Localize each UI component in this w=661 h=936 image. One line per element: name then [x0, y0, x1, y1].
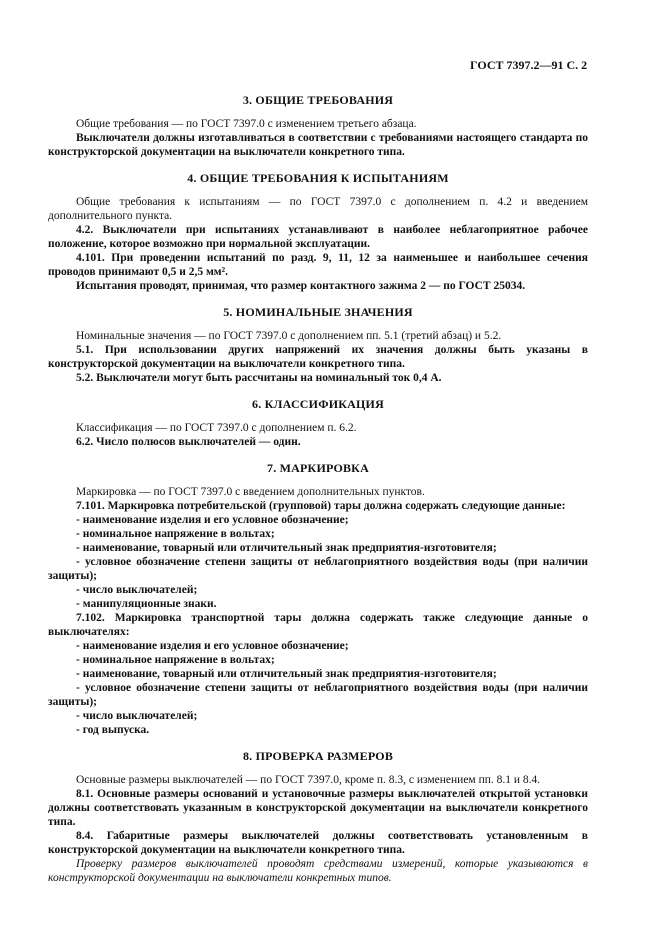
section-4-p3: 4.101. При проведении испытаний по разд. 9, 11, 12 за наименьшее и наибольшее сечения проводов принимают 0,5 и 2,5 мм². [48, 252, 588, 278]
section-3-p1: Общие требования — по ГОСТ 7397.0 с изменением третьего абзаца. [76, 118, 417, 130]
section-5-p2: 5.1. При использовании других напряжений их значения должны быть указаны в конструкторской документации на выключатели конкретного типа. [48, 344, 588, 370]
section-7-p3: 7.102. Маркировка транспортной тары должна содержать также следующие данные о выключателях: [48, 612, 588, 638]
section-3-title: 3. ОБЩИЕ ТРЕБОВАНИЯ [242, 93, 394, 107]
list-item: - наименование изделия и его условное обозначение; [76, 640, 349, 652]
list-item: - номинальное напряжение в вольтах; [76, 654, 275, 666]
section-8-p4: Проверку размеров выключателей проводят средствами измерений, которые указываются в конструкторской документации на выключатели конкретных типов. [48, 858, 588, 884]
section-5-p3: 5.2. Выключатели могут быть рассчитаны на номинальный ток 0,4 А. [76, 372, 442, 384]
section-8-p1: Основные размеры выключателей — по ГОСТ 7397.0, кроме п. 8.3, с изменением пп. 8.1 и 8.4. [76, 774, 541, 786]
list-item: - условное обозначение степени защиты от неблагоприятного воздействия воды (при наличии защиты); [48, 556, 588, 582]
section-7-p1: Маркировка — по ГОСТ 7397.0 с введением дополнительных пунктов. [76, 486, 425, 498]
list-item: - условное обозначение степени защиты от неблагоприятного воздействия воды (при наличии защиты); [48, 682, 588, 708]
section-6-title: 6. КЛАССИФИКАЦИЯ [252, 397, 384, 411]
section-8-p3: 8.4. Габаритные размеры выключателей должны соответствовать установленным в конструкторской документации на выключатели конкретного типа. [48, 830, 588, 856]
section-7-title: 7. МАРКИРОВКА [267, 461, 369, 475]
section-3-p2: Выключатели должны изготавливаться в соответствии с требованиями настоящего стандарта по конструкторской документации на выключатели конкретного типа. [48, 132, 588, 158]
section-4-title: 4. ОБЩИЕ ТРЕБОВАНИЯ К ИСПЫТАНИЯМ [187, 171, 449, 185]
list-item: - манипуляционные знаки. [76, 598, 217, 610]
section-6-p2: 6.2. Число полюсов выключателей — один. [76, 436, 301, 448]
section-4-p2: 4.2. Выключатели при испытаниях устанавливают в наиболее неблагоприятное рабочее положение, которое возможно при нормальной эксплуатации. [48, 224, 588, 250]
list-item: - наименование, товарный или отличительный знак предприятия-изготовителя; [76, 542, 497, 554]
list-item: - число выключателей; [76, 710, 198, 722]
section-4-p1: Общие требования к испытаниям — по ГОСТ 7397.0 с дополнением п. 4.2 и введением дополнительного пункта. [48, 196, 588, 222]
section-6-p1: Классификация — по ГОСТ 7397.0 с дополнением п. 6.2. [76, 422, 357, 434]
section-8-p2: 8.1. Основные размеры оснований и установочные размеры выключателей открытой установки должны соответствовать указанным в конструкторской документации на выключатели конкретного типа. [48, 788, 588, 828]
section-4-p4: Испытания проводят, принимая, что размер контактного зажима 2 — по ГОСТ 25034. [76, 280, 526, 292]
section-5-p1: Номинальные значения — по ГОСТ 7397.0 с дополнением пп. 5.1 (третий абзац) и 5.2. [76, 330, 502, 342]
list-item: - наименование изделия и его условное обозначение; [76, 514, 349, 526]
page-header: ГОСТ 7397.2—91 С. 2 [470, 58, 588, 72]
list-item: - число выключателей; [76, 584, 198, 596]
section-8-title: 8. ПРОВЕРКА РАЗМЕРОВ [242, 749, 394, 763]
section-7-p2: 7.101. Маркировка потребительской (групповой) тары должна содержать следующие данные: [76, 500, 566, 512]
section-5-title: 5. НОМИНАЛЬНЫЕ ЗНАЧЕНИЯ [223, 305, 413, 319]
list-item: - год выпуска. [76, 724, 150, 736]
list-item: - номинальное напряжение в вольтах; [76, 528, 275, 540]
list-item: - наименование, товарный или отличительный знак предприятия-изготовителя; [76, 668, 497, 680]
document-body [48, 55, 588, 885]
